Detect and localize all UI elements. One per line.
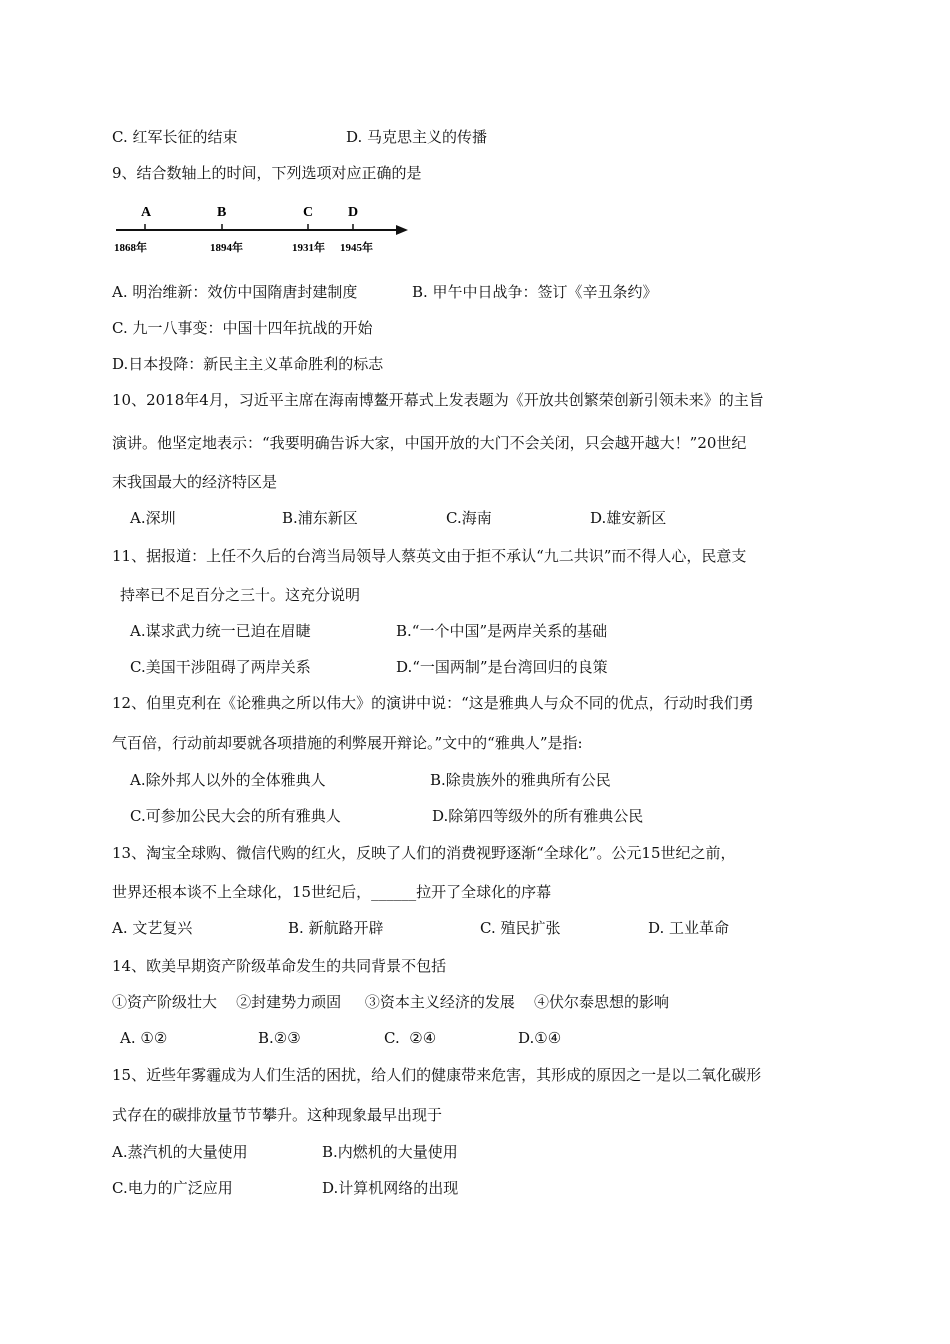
- timeline-arrow: [396, 225, 408, 235]
- q13-stem-line-2: 世界还根本谈不上全球化，15世纪后，______拉开了全球化的序幕: [112, 883, 552, 901]
- q9-option-b: B. 甲午中日战争：签订《辛丑条约》: [412, 283, 658, 301]
- q15-option-d: D.计算机网络的出现: [322, 1179, 459, 1197]
- q10-stem-line-3: 末我国最大的经济特区是: [112, 473, 278, 491]
- q9-stem: 9、结合数轴上的时间，下列选项对应正确的是: [112, 164, 422, 182]
- q15-option-b: B.内燃机的大量使用: [322, 1143, 458, 1161]
- q12-option-c: C.可参加公民大会的所有雅典人: [130, 807, 341, 825]
- q13-option-b: B. 新航路开辟: [288, 919, 384, 937]
- timeline-label-a: A: [141, 205, 152, 220]
- q8-option-d: D. 马克思主义的传播: [346, 128, 488, 146]
- q9-option-d: D.日本投降：新民主主义革命胜利的标志: [112, 355, 384, 373]
- q13-option-c: C. 殖民扩张: [480, 919, 561, 937]
- q11-option-a: A.谋求武力统一已迫在眉睫: [130, 622, 311, 640]
- q9-option-c: C. 九一八事变：中国十四年抗战的开始: [112, 319, 373, 337]
- q11-option-b: B.“一个中国”是两岸关系的基础: [396, 622, 608, 640]
- q10-stem-line-2: 演讲。他坚定地表示：“我要明确告诉大家，中国开放的大门不会关闭，只会越开越大！”20世纪: [112, 434, 747, 452]
- q13-option-d: D. 工业革命: [648, 919, 730, 937]
- q11-stem-line-1: 11、据报道：上任不久后的台湾当局领导人蔡英文由于拒不承认“九二共识”而不得人心，民意支: [112, 547, 747, 565]
- q10-stem-line-1: 10、2018年4月，习近平主席在海南博鳌开幕式上发表题为《开放共创繁荣创新引领未来》的主旨: [112, 391, 764, 409]
- q10-option-d: D.雄安新区: [590, 509, 667, 527]
- timeline-year-a: 1868年: [114, 242, 147, 254]
- q14-option-c: C. ②④: [384, 1029, 437, 1047]
- q15-stem-line-1: 15、近些年雾霾成为人们生活的困扰，给人们的健康带来危害，其形成的原因之一是以二氧化碳形: [112, 1066, 762, 1084]
- q14-option-b: B.②③: [258, 1029, 301, 1047]
- timeline-label-d: D: [348, 205, 359, 220]
- q15-stem-line-2: 式存在的碳排放量节节攀升。这种现象最早出现于: [112, 1106, 443, 1124]
- q11-stem-line-2: 持率已不足百分之三十。这充分说明: [120, 586, 361, 604]
- q15-option-c: C.电力的广泛应用: [112, 1179, 233, 1197]
- q11-option-c: C.美国干涉阻碍了两岸关系: [130, 658, 311, 676]
- q12-option-d: D.除第四等级外的所有雅典公民: [432, 807, 644, 825]
- q10-option-b: B.浦东新区: [282, 509, 358, 527]
- q8-option-c: C. 红军长征的结束: [112, 128, 238, 146]
- q15-option-a: A.蒸汽机的大量使用: [112, 1143, 248, 1161]
- q10-option-c: C.海南: [446, 509, 492, 527]
- timeline-year-d: 1945年: [340, 242, 373, 254]
- q13-option-a: A. 文艺复兴: [112, 919, 193, 937]
- timeline-label-c: C: [303, 205, 314, 220]
- timeline-label-b: B: [217, 205, 227, 220]
- q9-timeline: [112, 196, 412, 258]
- q12-stem-line-1: 12、伯里克利在《论雅典之所以伟大》的演讲中说：“这是雅典人与众不同的优点，行动时我们勇: [112, 694, 754, 712]
- q12-option-b: B.除贵族外的雅典所有公民: [430, 771, 611, 789]
- q13-stem-line-1: 13、淘宝全球购、微信代购的红火，反映了人们的消费视野逐渐“全球化”。公元15世纪之前，: [112, 844, 736, 862]
- timeline-year-b: 1894年: [210, 242, 243, 254]
- q12-stem-line-2: 气百倍，行动前却要就各项措施的利弊展开辩论。”文中的“雅典人”是指:: [112, 734, 583, 752]
- q14-option-a: A. ①②: [120, 1029, 168, 1047]
- q11-option-d: D.“一国两制”是台湾回归的良策: [396, 658, 608, 676]
- q9-option-a: A. 明治维新：效仿中国隋唐封建制度: [112, 283, 358, 301]
- q12-option-a: A.除外邦人以外的全体雅典人: [130, 771, 326, 789]
- timeline-year-c: 1931年: [292, 242, 325, 254]
- q14-items: ①资产阶级壮大 ②封建势力顽固 ③资本主义经济的发展 ④伏尔泰思想的影响: [112, 993, 669, 1011]
- q14-stem: 14、欧美早期资产阶级革命发生的共同背景不包括: [112, 957, 447, 975]
- q10-option-a: A.深圳: [130, 509, 176, 527]
- q14-option-d: D.①④: [518, 1029, 562, 1047]
